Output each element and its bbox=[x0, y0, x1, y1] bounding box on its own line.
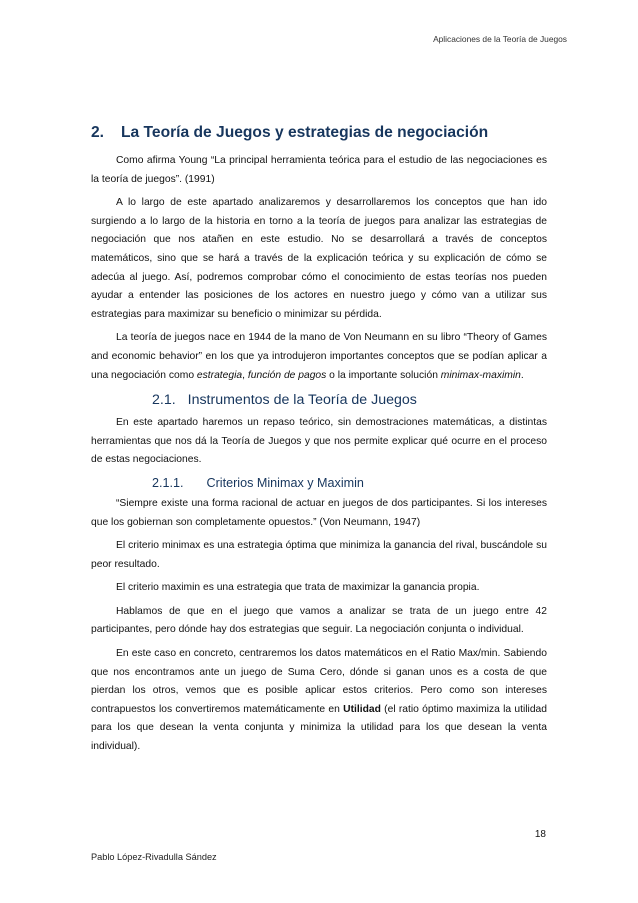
subsubsection-heading bbox=[91, 476, 547, 490]
paragraph-history bbox=[91, 329, 547, 385]
text-run: o la importante solución bbox=[326, 369, 441, 381]
subsection-title: Instrumentos de la Teoría de Juegos bbox=[187, 392, 417, 409]
paragraph-maximin: El criterio maximin es una estrategia que trata de maximizar la ganancia propia. bbox=[116, 582, 480, 594]
text-run: , bbox=[242, 369, 248, 381]
paragraph-ratio bbox=[91, 645, 547, 757]
running-header: Aplicaciones de la Teoría de Juegos bbox=[433, 34, 567, 44]
footer-author: Pablo López-Rivadulla Sández bbox=[91, 852, 217, 862]
paragraph-instruments: En este apartado haremos un repaso teórico, sin demostraciones matemáticas, a distintas herramientas que nos dá la Teoría de Juegos y que nos permite explicar qué ocurre en el proceso de estas negociaciones. bbox=[91, 417, 547, 466]
subsubsection-number: 2.1.1. bbox=[152, 475, 184, 490]
text-run: . bbox=[520, 369, 524, 381]
paragraph-overview: A lo largo de este apartado analizaremos y desarrollaremos los conceptos que han ido surgiendo a lo largo de la historia en torno a la teoría de juegos para analizar las estrategias de negociación que nos atañen en este estudio. No se desarrollará a través de conceptos matemáticos, sino que se hará a través de la explicación teórica y su explicación de cómo se adecúa al juego. Así, podremos comprobar cómo el conocimiento de estas teorías nos pueden ayudar a entender las posiciones de los actores en nuestro juego y cómo van a utilizar sus estrategias para maximizar su beneficio o minimizar su pérdida. bbox=[91, 197, 547, 320]
text-run: En este caso en concreto, centraremos los datos matemáticos en el Ratio Max/min. Sabiendo que nos encontramos ante un juego de Suma Cero, dónde si ganan unos es a costa de que pierdan los otros, vemos que es posible aplicar estos criterios. Pero como son intereses contrapuestos los convertiremos matemáticamente en bbox=[91, 648, 547, 715]
term-estrategia: estrategia bbox=[196, 369, 243, 381]
text-run: La teoría de juegos nace en 1944 de la mano de Von Neumann en su libro “Theory of Games and economic behavior” en los que ya introdujeron importantes conceptos que se podían aplicar a una negociación como bbox=[91, 332, 547, 381]
section-heading bbox=[91, 124, 547, 142]
subsection-number: 2.1. bbox=[152, 392, 176, 409]
paragraph-participants: Hablamos de que en el juego que vamos a analizar se trata de un juego entre 42 participantes, pero dónde hay dos estrategias que seguir. La negociación conjunta o individual. bbox=[91, 605, 547, 636]
subsubsection-title: Criterios Minimax y Maximin bbox=[206, 475, 364, 490]
page-number: 18 bbox=[534, 829, 546, 840]
paragraph-young-quote: Como afirma Young “La principal herramienta teórica para el estudio de las negociaciones es la teoría de juegos”. (1991) bbox=[91, 155, 547, 185]
page-body bbox=[91, 124, 547, 762]
paragraph-neumann-quote: “Siempre existe una forma racional de actuar en juegos de dos participantes. Si los intereses que los gobiernan son completamente opuestos.” (Von Neumann, 1947) bbox=[91, 497, 547, 528]
term-funcion-de-pagos: función de pagos bbox=[247, 369, 327, 381]
subsection-heading bbox=[91, 392, 547, 408]
section-number: 2. bbox=[91, 124, 105, 141]
section-title: La Teoría de Juegos y estrategias de negociación bbox=[121, 124, 489, 141]
paragraph-minimax: El criterio minimax es una estrategia óptima que minimiza la ganancia del rival, buscándole su peor resultado. bbox=[91, 540, 547, 570]
text-run: (el ratio óptimo maximiza la utilidad para los que desean la venta conjunta y minimiza la utilidad para los que desean la venta individual). bbox=[91, 703, 548, 753]
term-utilidad: Utilidad bbox=[343, 703, 381, 715]
term-minimax-maximin: minimax-maximin bbox=[440, 369, 521, 381]
